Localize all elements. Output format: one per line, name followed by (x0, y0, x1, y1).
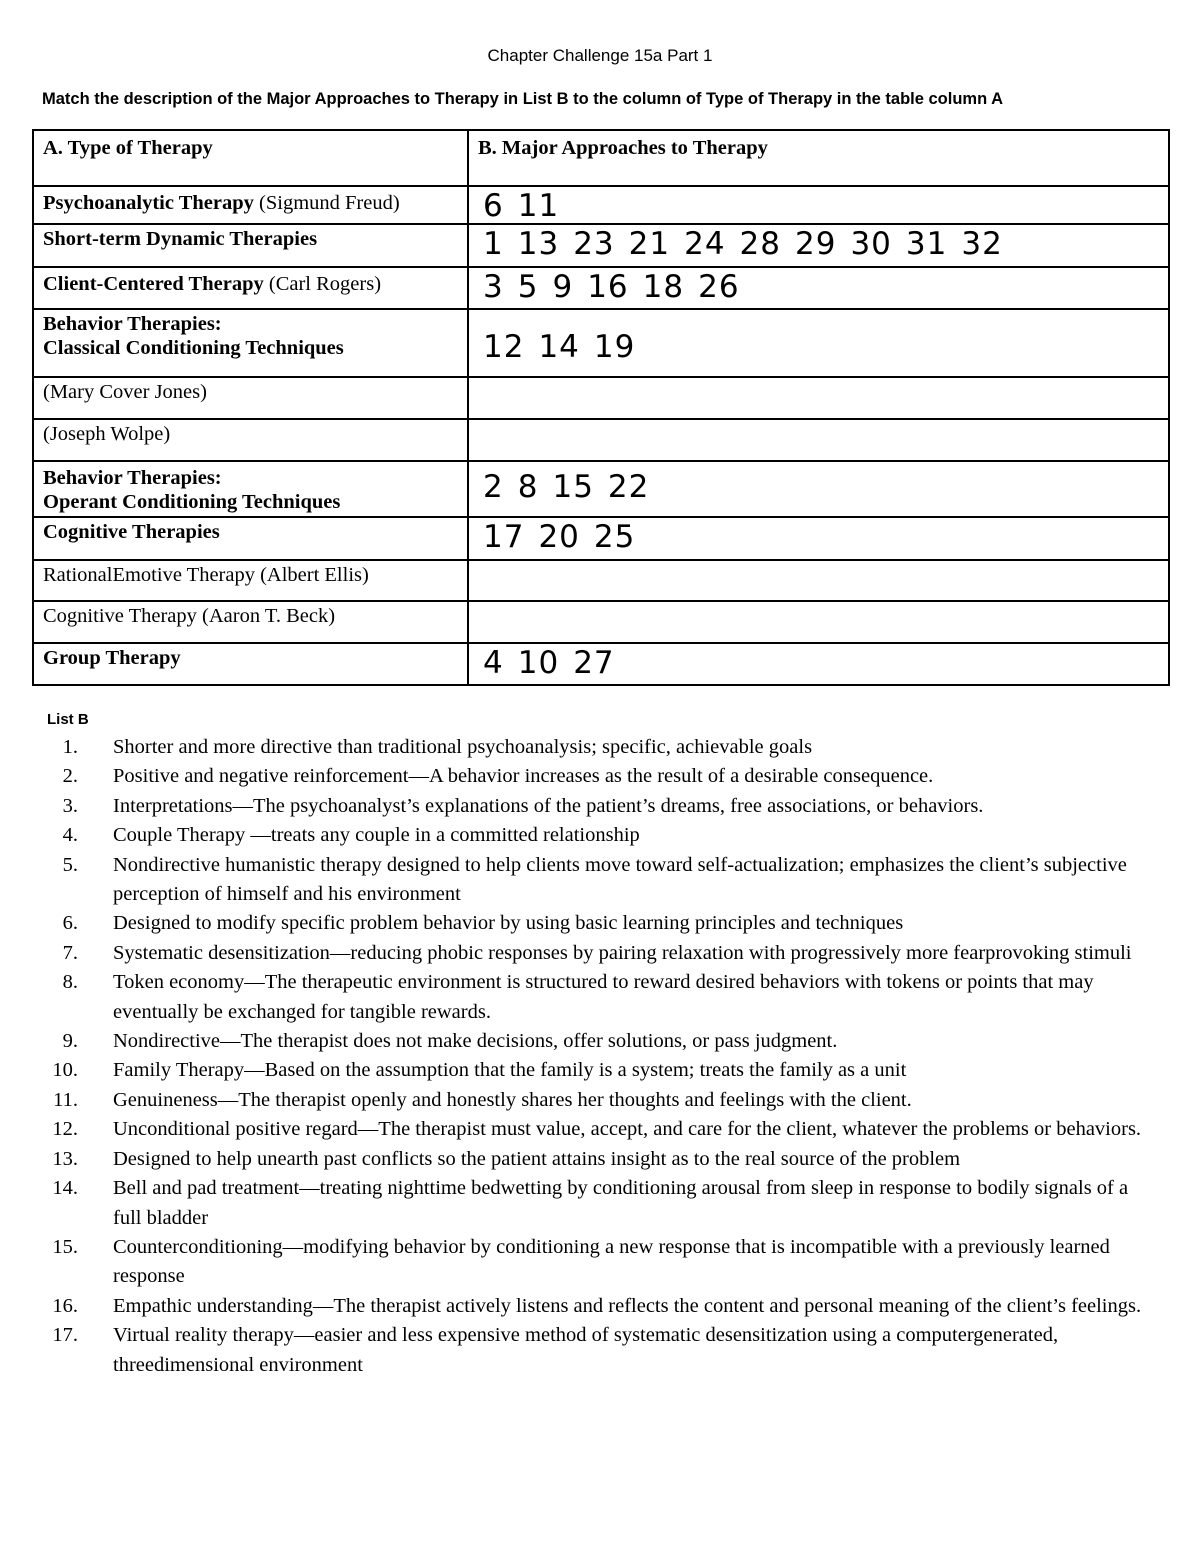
list-item (0, 821, 1160, 850)
therapy-type-note: (Sigmund Freud) (253, 192, 400, 214)
list-item-number: 15. (52, 1235, 78, 1258)
column-a-header: A. Type of Therapy (33, 130, 468, 186)
therapy-type-cell (33, 267, 468, 309)
handwritten-answer: 13 (517, 226, 560, 262)
list-item-number: 11. (53, 1088, 78, 1111)
list-item-text: Token economy—The therapeutic environment is structured to reward desired behaviors with tokens or points that may eventually be exchanged for tangible rewards. (113, 971, 1094, 1023)
list-item-number: 10. (52, 1059, 78, 1082)
list-item-text: Nondirective humanistic therapy designed to help clients move toward self-actualization; emphasizes the client’s subjective perception of himself and his environment (113, 853, 1127, 906)
table-row (33, 419, 1169, 461)
answer-cell[interactable] (468, 643, 1169, 685)
handwritten-answer: 25 (593, 519, 636, 555)
handwritten-answer: 3 (483, 269, 504, 305)
list-item-text: Counterconditioning—modifying behavior by conditioning a new response that is incompatible with a previously learned response (113, 1235, 1110, 1288)
list-item (0, 762, 1160, 791)
handwritten-answer: 17 (483, 519, 525, 555)
list-item (0, 1027, 1160, 1056)
therapy-type-cell (33, 517, 468, 560)
list-item-text: Family Therapy—Based on the assumption that the family is a system; treats the family as a unit (113, 1059, 907, 1082)
handwritten-answer: 14 (538, 329, 580, 365)
therapy-type-note: RationalEmotive Therapy (Albert Ellis) (43, 564, 369, 586)
list-item-text: Unconditional positive regard—The therapist must value, accept, and care for the client, whatever the problems or behaviors. (113, 1118, 1142, 1141)
list-b (0, 733, 1160, 1380)
therapy-type-cell (33, 224, 468, 267)
handwritten-answer: 27 (573, 645, 615, 681)
therapy-type-name: Group Therapy (43, 647, 181, 669)
handwritten-answer: 32 (961, 226, 1003, 262)
list-item-number: 8. (62, 971, 78, 994)
list-item-number: 4. (62, 824, 78, 847)
answer-cell[interactable] (468, 461, 1169, 517)
list-item-text: Designed to help unearth past conflicts so the patient attains insight as to the real source of the problem (113, 1147, 961, 1170)
list-item-text: Interpretations—The psychoanalyst’s explanations of the patient’s dreams, free associations, or behaviors. (113, 794, 984, 817)
table-row (33, 309, 1169, 377)
list-item (0, 1086, 1160, 1115)
answer-cell[interactable] (468, 560, 1169, 601)
handwritten-answer: 12 (483, 329, 525, 365)
handwritten-answer: 9 (552, 269, 574, 305)
therapy-type-name: Client-Centered Therapy (43, 273, 264, 295)
list-item-text: Positive and negative reinforcement—A behavior increases as the result of a desirable consequence. (113, 765, 934, 788)
table-row (33, 377, 1169, 419)
list-item (0, 851, 1160, 910)
list-item-number: 16. (52, 1294, 78, 1317)
list-item (0, 1174, 1160, 1233)
list-item (0, 1292, 1160, 1321)
handwritten-answer: 2 (483, 469, 504, 505)
therapy-type-cell (33, 309, 468, 377)
answer-cell[interactable] (468, 517, 1169, 560)
handwritten-answer: 6 (483, 188, 504, 224)
list-item-text: Systematic desensitization—reducing phobic responses by pairing relaxation with progressively more fearprovoking stimuli (113, 941, 1132, 964)
table-row (33, 224, 1169, 267)
list-item-number: 14. (52, 1177, 78, 1200)
therapy-type-name: Psychoanalytic Therapy (43, 192, 254, 214)
therapy-type-note: (Mary Cover Jones) (43, 381, 207, 403)
table-row (33, 267, 1169, 309)
page-title: Chapter Challenge 15a Part 1 (487, 46, 713, 65)
list-item (0, 939, 1160, 968)
list-item-text: Genuineness—The therapist openly and honestly shares her thoughts and feelings with the client. (113, 1088, 912, 1111)
therapy-type-name: Short-term Dynamic Therapies (43, 228, 318, 250)
handwritten-answer: 28 (739, 226, 781, 262)
list-item (0, 1145, 1160, 1174)
table-header-row (33, 130, 1169, 186)
therapy-type-cell (33, 461, 468, 517)
list-item-number: 2. (62, 765, 78, 788)
column-b-header: B. Major Approaches to Therapy (468, 130, 1169, 186)
list-item-text: Bell and pad treatment—treating nighttime bedwetting by conditioning arousal from sleep in response to bodily signals of a full bladder (113, 1177, 1129, 1229)
handwritten-answer: 31 (905, 226, 948, 262)
list-item (0, 968, 1160, 1027)
handwritten-answer: 18 (642, 269, 685, 305)
list-item (0, 1321, 1160, 1380)
list-item (0, 1056, 1160, 1085)
list-item-number: 12. (52, 1118, 78, 1141)
handwritten-answer: 8 (517, 469, 539, 505)
handwritten-answer: 4 (483, 645, 504, 681)
matching-table (32, 129, 1170, 686)
table-row (33, 461, 1169, 517)
handwritten-answer: 5 (517, 269, 539, 305)
list-item-number: 1. (62, 736, 78, 758)
therapy-type-cell (33, 643, 468, 685)
list-item-number: 7. (62, 941, 78, 964)
list-item-text: Shorter and more directive than traditional psychoanalysis; specific, achievable goals (113, 736, 813, 758)
handwritten-answer: 22 (607, 469, 650, 505)
handwritten-answer: 21 (628, 226, 671, 262)
therapy-type-cell (33, 186, 468, 224)
handwritten-answer: 23 (573, 226, 615, 262)
list-item (0, 733, 1160, 762)
handwritten-answer: 15 (552, 469, 594, 505)
therapy-type-cell (33, 560, 468, 601)
answer-cell[interactable] (468, 419, 1169, 461)
handwritten-answer: 24 (684, 226, 726, 262)
handwritten-answer: 1 (483, 226, 504, 262)
answer-cell[interactable] (468, 267, 1169, 309)
list-item-text: Designed to modify specific problem behavior by using basic learning principles and techniques (113, 912, 904, 935)
handwritten-answer: 29 (795, 226, 837, 262)
list-item-number: 17. (52, 1324, 78, 1347)
list-item-number: 9. (62, 1030, 78, 1053)
table-row (33, 186, 1169, 224)
list-item (0, 1115, 1160, 1144)
handwritten-answer: 26 (698, 269, 740, 305)
therapy-type-note: (Joseph Wolpe) (43, 423, 171, 445)
list-item (0, 909, 1160, 938)
handwritten-answer: 20 (538, 519, 580, 555)
answer-cell[interactable] (468, 186, 1169, 224)
therapy-type-name: Cognitive Therapies (43, 521, 220, 543)
list-item-number: 5. (62, 853, 78, 876)
instruction-text: Match the description of the Major Approaches to Therapy in List B to the column of Type of Therapy in the table column A (42, 90, 1004, 108)
handwritten-answer: 30 (850, 226, 892, 262)
answer-cell[interactable] (468, 224, 1169, 267)
handwritten-answer: 11 (517, 188, 560, 224)
list-item-text: Empathic understanding—The therapist actively listens and reflects the content and personal meaning of the client’s feelings. (113, 1294, 1142, 1317)
handwritten-answer: 10 (517, 645, 560, 681)
handwritten-answer: 16 (587, 269, 629, 305)
list-item (0, 1233, 1160, 1292)
table-row (33, 517, 1169, 560)
list-item-number: 6. (62, 912, 78, 935)
therapy-type-cell (33, 419, 468, 461)
list-item (0, 792, 1160, 821)
list-item-number: 13. (52, 1147, 78, 1170)
list-item-text: Nondirective—The therapist does not make decisions, offer solutions, or pass judgment. (113, 1030, 838, 1053)
therapy-type-subtitle: Classical Conditioning Techniques (43, 337, 344, 359)
therapy-type-note: Cognitive Therapy (Aaron T. Beck) (43, 605, 336, 627)
answer-cell[interactable] (468, 601, 1169, 643)
table-row (33, 643, 1169, 685)
table-row (33, 601, 1169, 643)
answer-cell[interactable] (468, 309, 1169, 377)
therapy-type-cell (33, 601, 468, 643)
answer-cell[interactable] (468, 377, 1169, 419)
therapy-type-note: (Carl Rogers) (263, 273, 382, 295)
therapy-type-name: Behavior Therapies: (43, 313, 222, 335)
therapy-type-cell (33, 377, 468, 419)
list-item-text: Virtual reality therapy—easier and less expensive method of systematic desensitization using a computergenerated, threedimensional environment (113, 1324, 1059, 1376)
table-row (33, 560, 1169, 601)
list-b-title: List B (47, 711, 89, 728)
therapy-type-name: Behavior Therapies: (43, 467, 222, 489)
handwritten-answer: 19 (593, 329, 636, 365)
list-item-text: Couple Therapy —treats any couple in a committed relationship (113, 824, 640, 847)
list-item-number: 3. (62, 794, 78, 817)
therapy-type-subtitle: Operant Conditioning Techniques (43, 491, 341, 513)
